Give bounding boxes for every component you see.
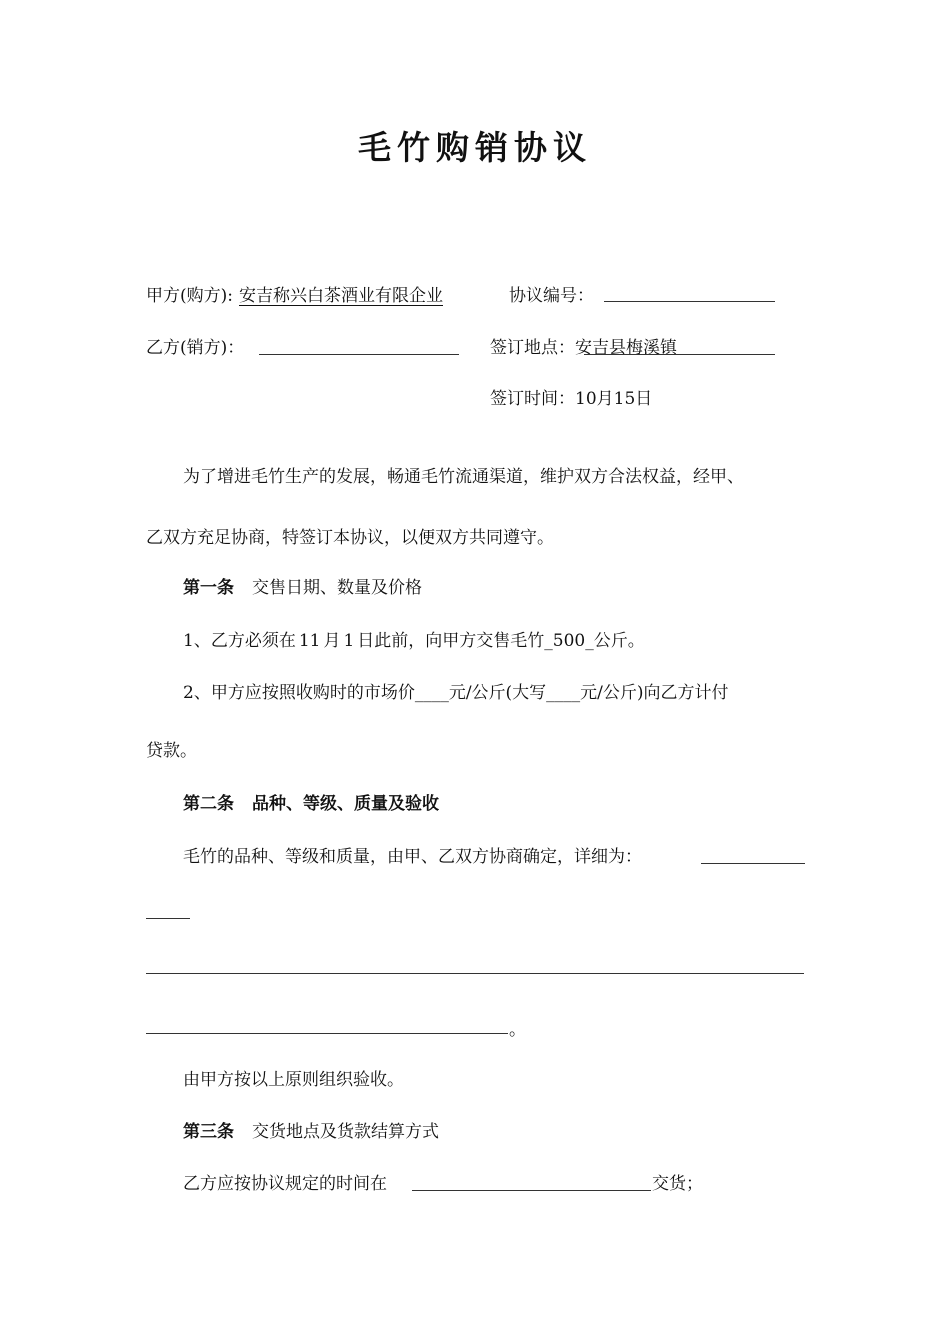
- article-2-number: 第二条: [183, 794, 234, 814]
- party-a-row: [146, 284, 443, 308]
- article-1-heading: [183, 576, 422, 600]
- party-a-label: 甲方(购方):: [146, 286, 233, 306]
- article-1-item-2-line-1: 2、甲方应按照收购时的市场价____元/公斤(大写____元/公斤)向乙方计付: [183, 683, 729, 703]
- party-b-label: 乙方(销方)：: [146, 338, 245, 358]
- quality-blank-4: [146, 1033, 508, 1034]
- article-2-body-end: 。: [509, 1020, 526, 1040]
- sign-time-value: 10月15日: [575, 389, 653, 409]
- party-b-blank: [259, 354, 459, 355]
- quality-blank-2: [146, 918, 190, 919]
- article-1-item-2-line-2: 贷款。: [146, 741, 197, 761]
- document-title: 毛竹购销协议: [358, 128, 592, 167]
- sign-time-label: 签订时间：: [490, 389, 575, 409]
- agreement-no-blank: [604, 301, 775, 302]
- article-3-body-post: 交货；: [652, 1174, 703, 1194]
- article-3-title: 交货地点及货款结算方式: [252, 1122, 439, 1142]
- agreement-no-label: 协议编号：: [509, 286, 594, 306]
- article-3-number: 第三条: [183, 1122, 234, 1142]
- item-1-quantity: _500_: [544, 631, 594, 651]
- sign-place-label: 签订地点：: [490, 338, 575, 358]
- sign-place-row: [490, 336, 677, 360]
- article-2-body-line-1: 毛竹的品种、等级和质量，由甲、乙双方协商确定，详细为：: [183, 847, 642, 867]
- agreement-no-row: [509, 284, 594, 308]
- party-a-value: 安吉称兴白茶酒业有限企业: [239, 286, 443, 306]
- sign-place-value: 安吉县梅溪镇: [575, 338, 677, 358]
- item-1-day: 1: [343, 631, 355, 651]
- article-3-heading: [183, 1120, 439, 1144]
- article-2-title: 品种、等级、质量及验收: [252, 794, 439, 814]
- intro-line-1: 为了增进毛竹生产的发展，畅通毛竹流通渠道，维护双方合法权益，经甲、: [183, 467, 744, 487]
- item-1-prefix: 1、乙方必须在: [183, 631, 296, 651]
- article-2-acceptance: 由甲方按以上原则组织验收。: [183, 1070, 404, 1090]
- item-1-suffix: 公斤。: [593, 631, 645, 651]
- quality-blank-3: [146, 973, 804, 974]
- item-1-month-unit: 月: [323, 631, 341, 651]
- sign-place-underline: [584, 354, 775, 355]
- item-1-month: 11: [298, 631, 321, 651]
- article-2-heading: [183, 792, 439, 816]
- intro-line-2: 乙双方充足协商，特签订本协议，以便双方共同遵守。: [146, 528, 554, 548]
- article-1-item-1: [183, 629, 645, 653]
- article-1-number: 第一条: [183, 578, 234, 598]
- delivery-place-blank: [412, 1190, 651, 1191]
- quality-blank-1: [701, 863, 805, 864]
- article-1-title: 交售日期、数量及价格: [252, 578, 422, 598]
- article-3-body-pre: 乙方应按协议规定的时间在: [183, 1174, 387, 1194]
- party-b-row: [146, 336, 244, 360]
- item-1-middle: 日此前，向甲方交售毛竹: [357, 631, 545, 651]
- sign-time-row: [490, 387, 652, 411]
